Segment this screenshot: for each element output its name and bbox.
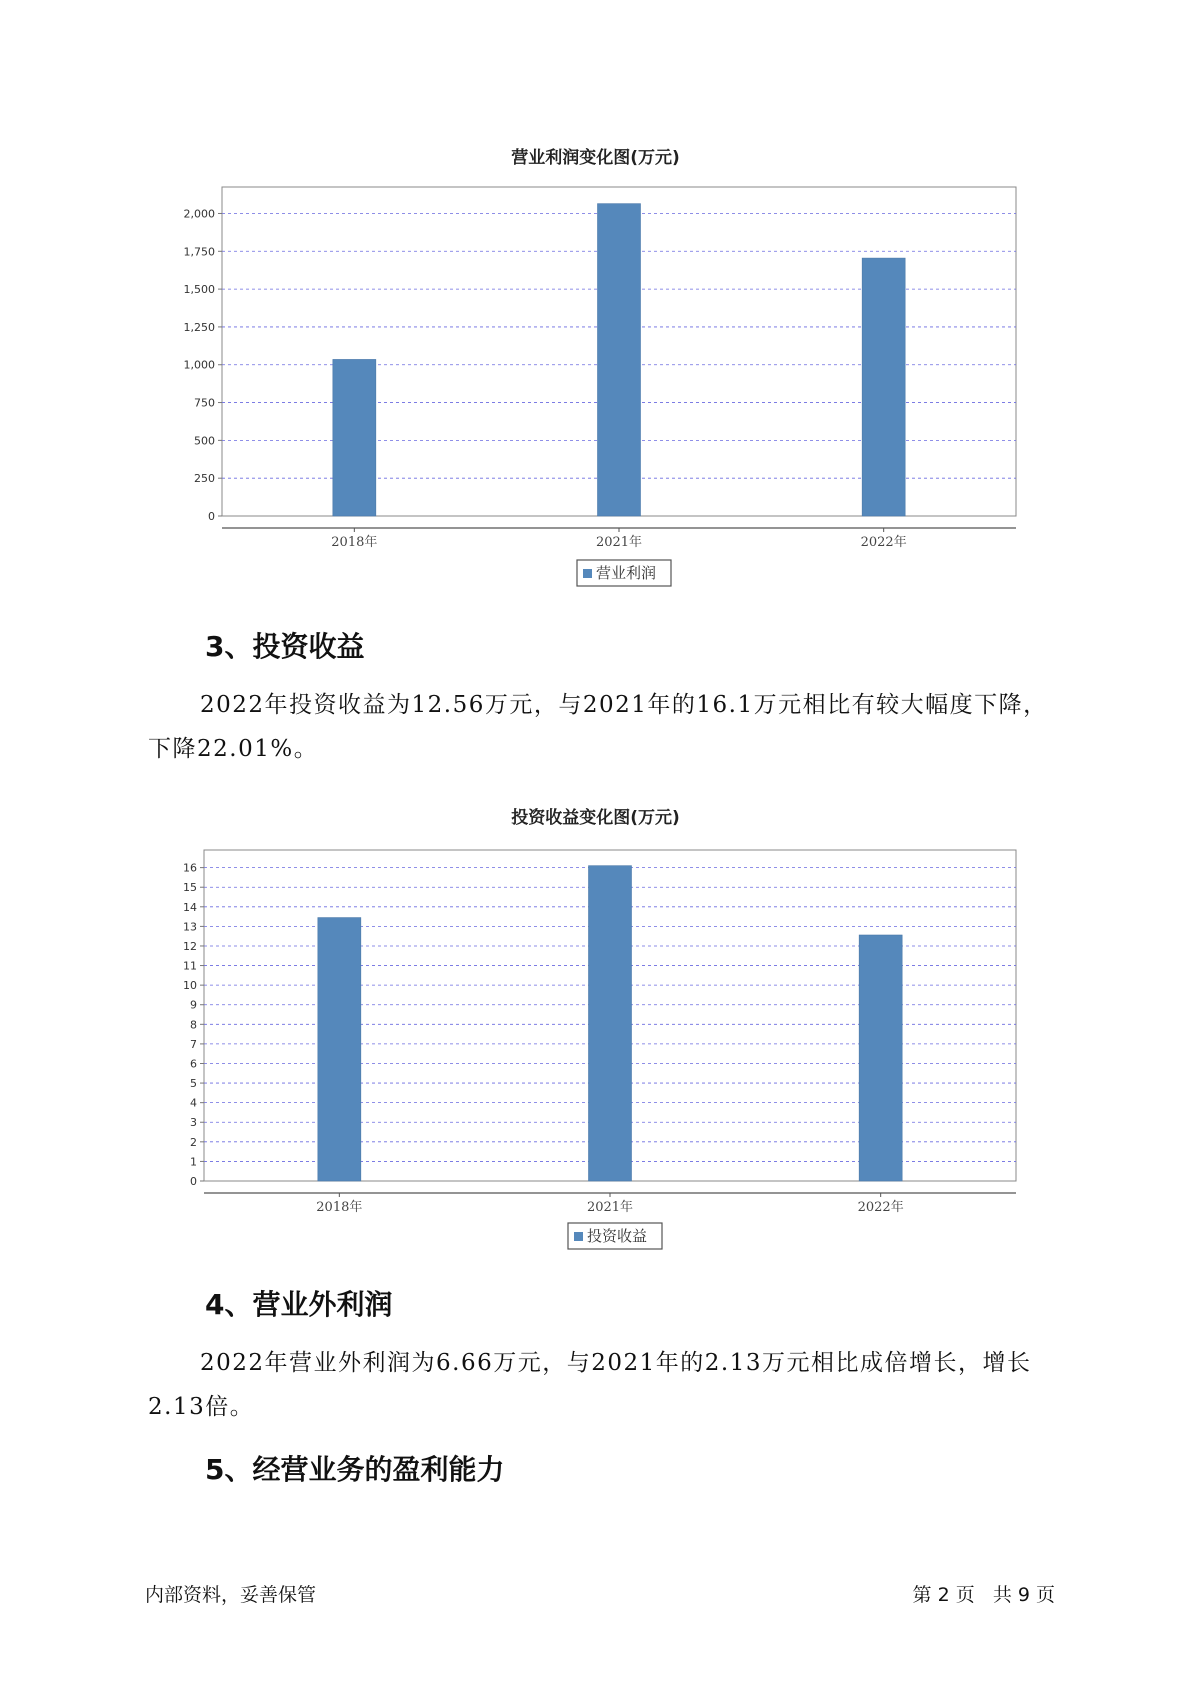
y-tick-label: 12 [183,939,197,953]
x-tick-label: 2022年 [860,535,907,550]
x-tick-label: 2018年 [316,1200,363,1215]
y-tick-label: 750 [194,396,215,410]
x-tick-label: 2021年 [586,1200,634,1215]
y-tick-label: 7 [190,1037,197,1051]
section-3-heading: 3、投资收益 [205,630,365,663]
legend-swatch [574,1232,583,1241]
section-4-paragraph: 2022年营业外利润为6.66万元，与2021年的2.13万元相比成倍增长，增长2.13倍。 [148,1350,1032,1420]
y-tick-label: 0 [208,510,215,523]
y-tick-label: 8 [190,1018,197,1032]
footer-confidential-note: 内部资料，妥善保管 [145,1584,317,1606]
y-tick-label: 0 [190,1175,197,1188]
y-tick-label: 15 [183,881,197,895]
y-tick-label: 10 [183,979,197,993]
section-3-paragraph: 2022年投资收益为12.56万元，与2021年的16.1万元相比有较大幅度下降，下降22.01%。 [148,692,1048,762]
bar [589,866,632,1181]
y-tick-label: 500 [194,434,215,448]
y-tick-label: 3 [190,1116,197,1130]
y-tick-label: 11 [183,959,197,973]
y-tick-label: 14 [183,900,197,914]
y-tick-label: 250 [194,472,215,486]
y-tick-label: 6 [190,1057,197,1071]
legend-label: 营业利润 [596,564,657,582]
y-tick-label: 1,000 [183,358,215,372]
chart2-title: 投资收益变化图(万元) [511,808,680,828]
section-4-heading: 4、营业外利润 [205,1288,393,1321]
y-tick-label: 1,750 [183,245,215,259]
x-tick-label: 2022年 [857,1200,904,1215]
y-tick-label: 13 [183,920,197,934]
x-tick-label: 2018年 [331,535,378,550]
y-tick-label: 2 [190,1135,197,1149]
y-tick-label: 1 [190,1155,197,1169]
legend-label: 投资收益 [587,1227,648,1245]
y-tick-label: 2,000 [183,207,215,221]
footer-page-number: 第 2 页 共 9 页 [912,1584,1055,1606]
bar [318,918,361,1181]
bar [859,935,902,1181]
y-tick-label: 5 [190,1077,197,1091]
y-tick-label: 16 [183,861,197,875]
chart1-title: 营业利润变化图(万元) [511,148,680,168]
y-tick-label: 1,500 [183,283,215,297]
y-tick-label: 9 [190,998,197,1012]
x-tick-label: 2021年 [595,535,643,550]
y-tick-label: 4 [190,1096,197,1110]
y-tick-label: 1,250 [183,320,215,334]
section-5-heading: 5、经营业务的盈利能力 [205,1453,505,1486]
